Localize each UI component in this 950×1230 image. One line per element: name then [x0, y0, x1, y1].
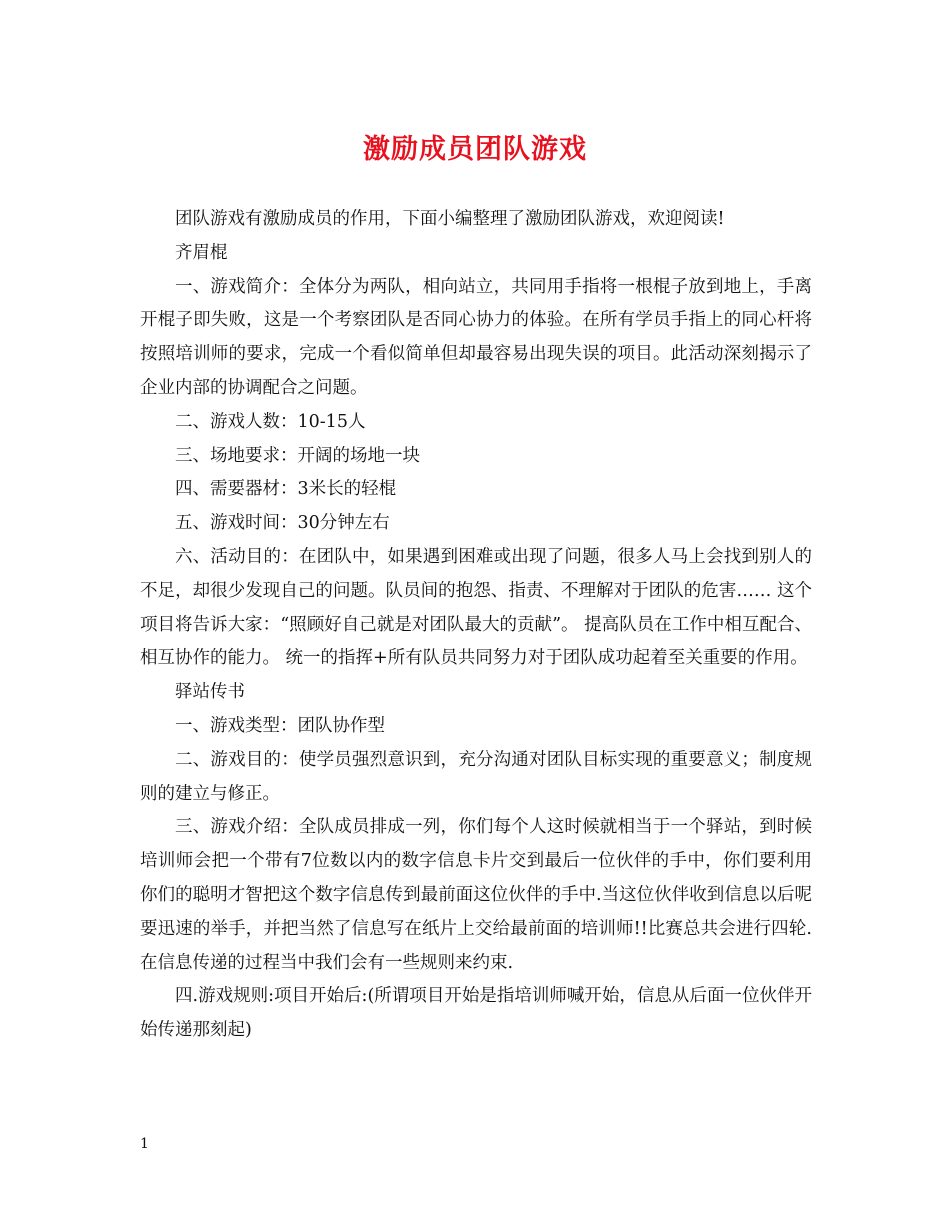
paragraph-game-type: 一、游戏类型：团队协作型: [175, 715, 385, 736]
paragraph-purpose: 六、活动目的：在团队中，如果遇到困难或出现了问题，很多人马上会找到别人的不足，却很少发现自己的问题。队员间的抱怨、指责、不理解对于团队的危害…… 这个项目将告诉大家：“照顾好自己就是对团队最大的贡献”。 提高队员在工作中相互配合、相互协作的能力。 统一的指挥+所有队员共同努力对于团队成功起着至关重要的作用。: [140, 546, 812, 669]
paragraph-intro: 团队游戏有激励成员的作用，下面小编整理了激励团队游戏，欢迎阅读!: [175, 209, 725, 229]
paragraph-game-rules: 四.游戏规则:项目开始后:(所谓项目开始是指培训师喊开始，信息从后面一位伙伴开始传递那刻起): [140, 986, 812, 1041]
paragraph-game-goal: 二、游戏目的：使学员强烈意识到，充分沟通对团队目标实现的重要意义；制度规则的建立与修正。: [140, 749, 812, 804]
paragraph-game-intro: 一、游戏简介：全体分为两队，相向站立，共同用手指将一根棍子放到地上，手离开棍子即失败，这是一个考察团队是否同心协力的体验。在所有学员手指上的同心杆将按照培训师的要求，完成一个看似简单但却最容易出现失误的项目。此活动深刻揭示了企业内部的协调配合之问题。: [140, 276, 812, 398]
section-heading-yizhan: 驿站传书: [175, 682, 245, 703]
section-heading-qimeigun: 齐眉棍: [175, 242, 228, 263]
paragraph-equipment: 四、需要器材：3米长的轻棍: [175, 479, 397, 500]
paragraph-game-description: 三、游戏介绍：全队成员排成一列，你们每个人这时候就相当于一个驿站，到时候培训师会把一个带有7位数以内的数字信息卡片交到最后一位伙伴的手中，你们要利用你们的聪明才智把这个数字信息传到最前面这位伙伴的手中.当这位伙伴收到信息以后呢要迅速的举手，并把当然了信息写在纸片上交给最前面的培训师!!比赛总共会进行四轮.在信息传递的过程当中我们会有一些规则来约束.: [140, 817, 812, 973]
paragraph-player-count: 二、游戏人数：10-15人: [175, 411, 366, 432]
document-body: [140, 203, 812, 1048]
page-number: 1: [140, 1136, 149, 1152]
document-title: 激励成员团队游戏: [363, 134, 587, 165]
paragraph-venue: 三、场地要求：开阔的场地一块: [175, 445, 420, 466]
paragraph-duration: 五、游戏时间：30分钟左右: [175, 513, 390, 534]
